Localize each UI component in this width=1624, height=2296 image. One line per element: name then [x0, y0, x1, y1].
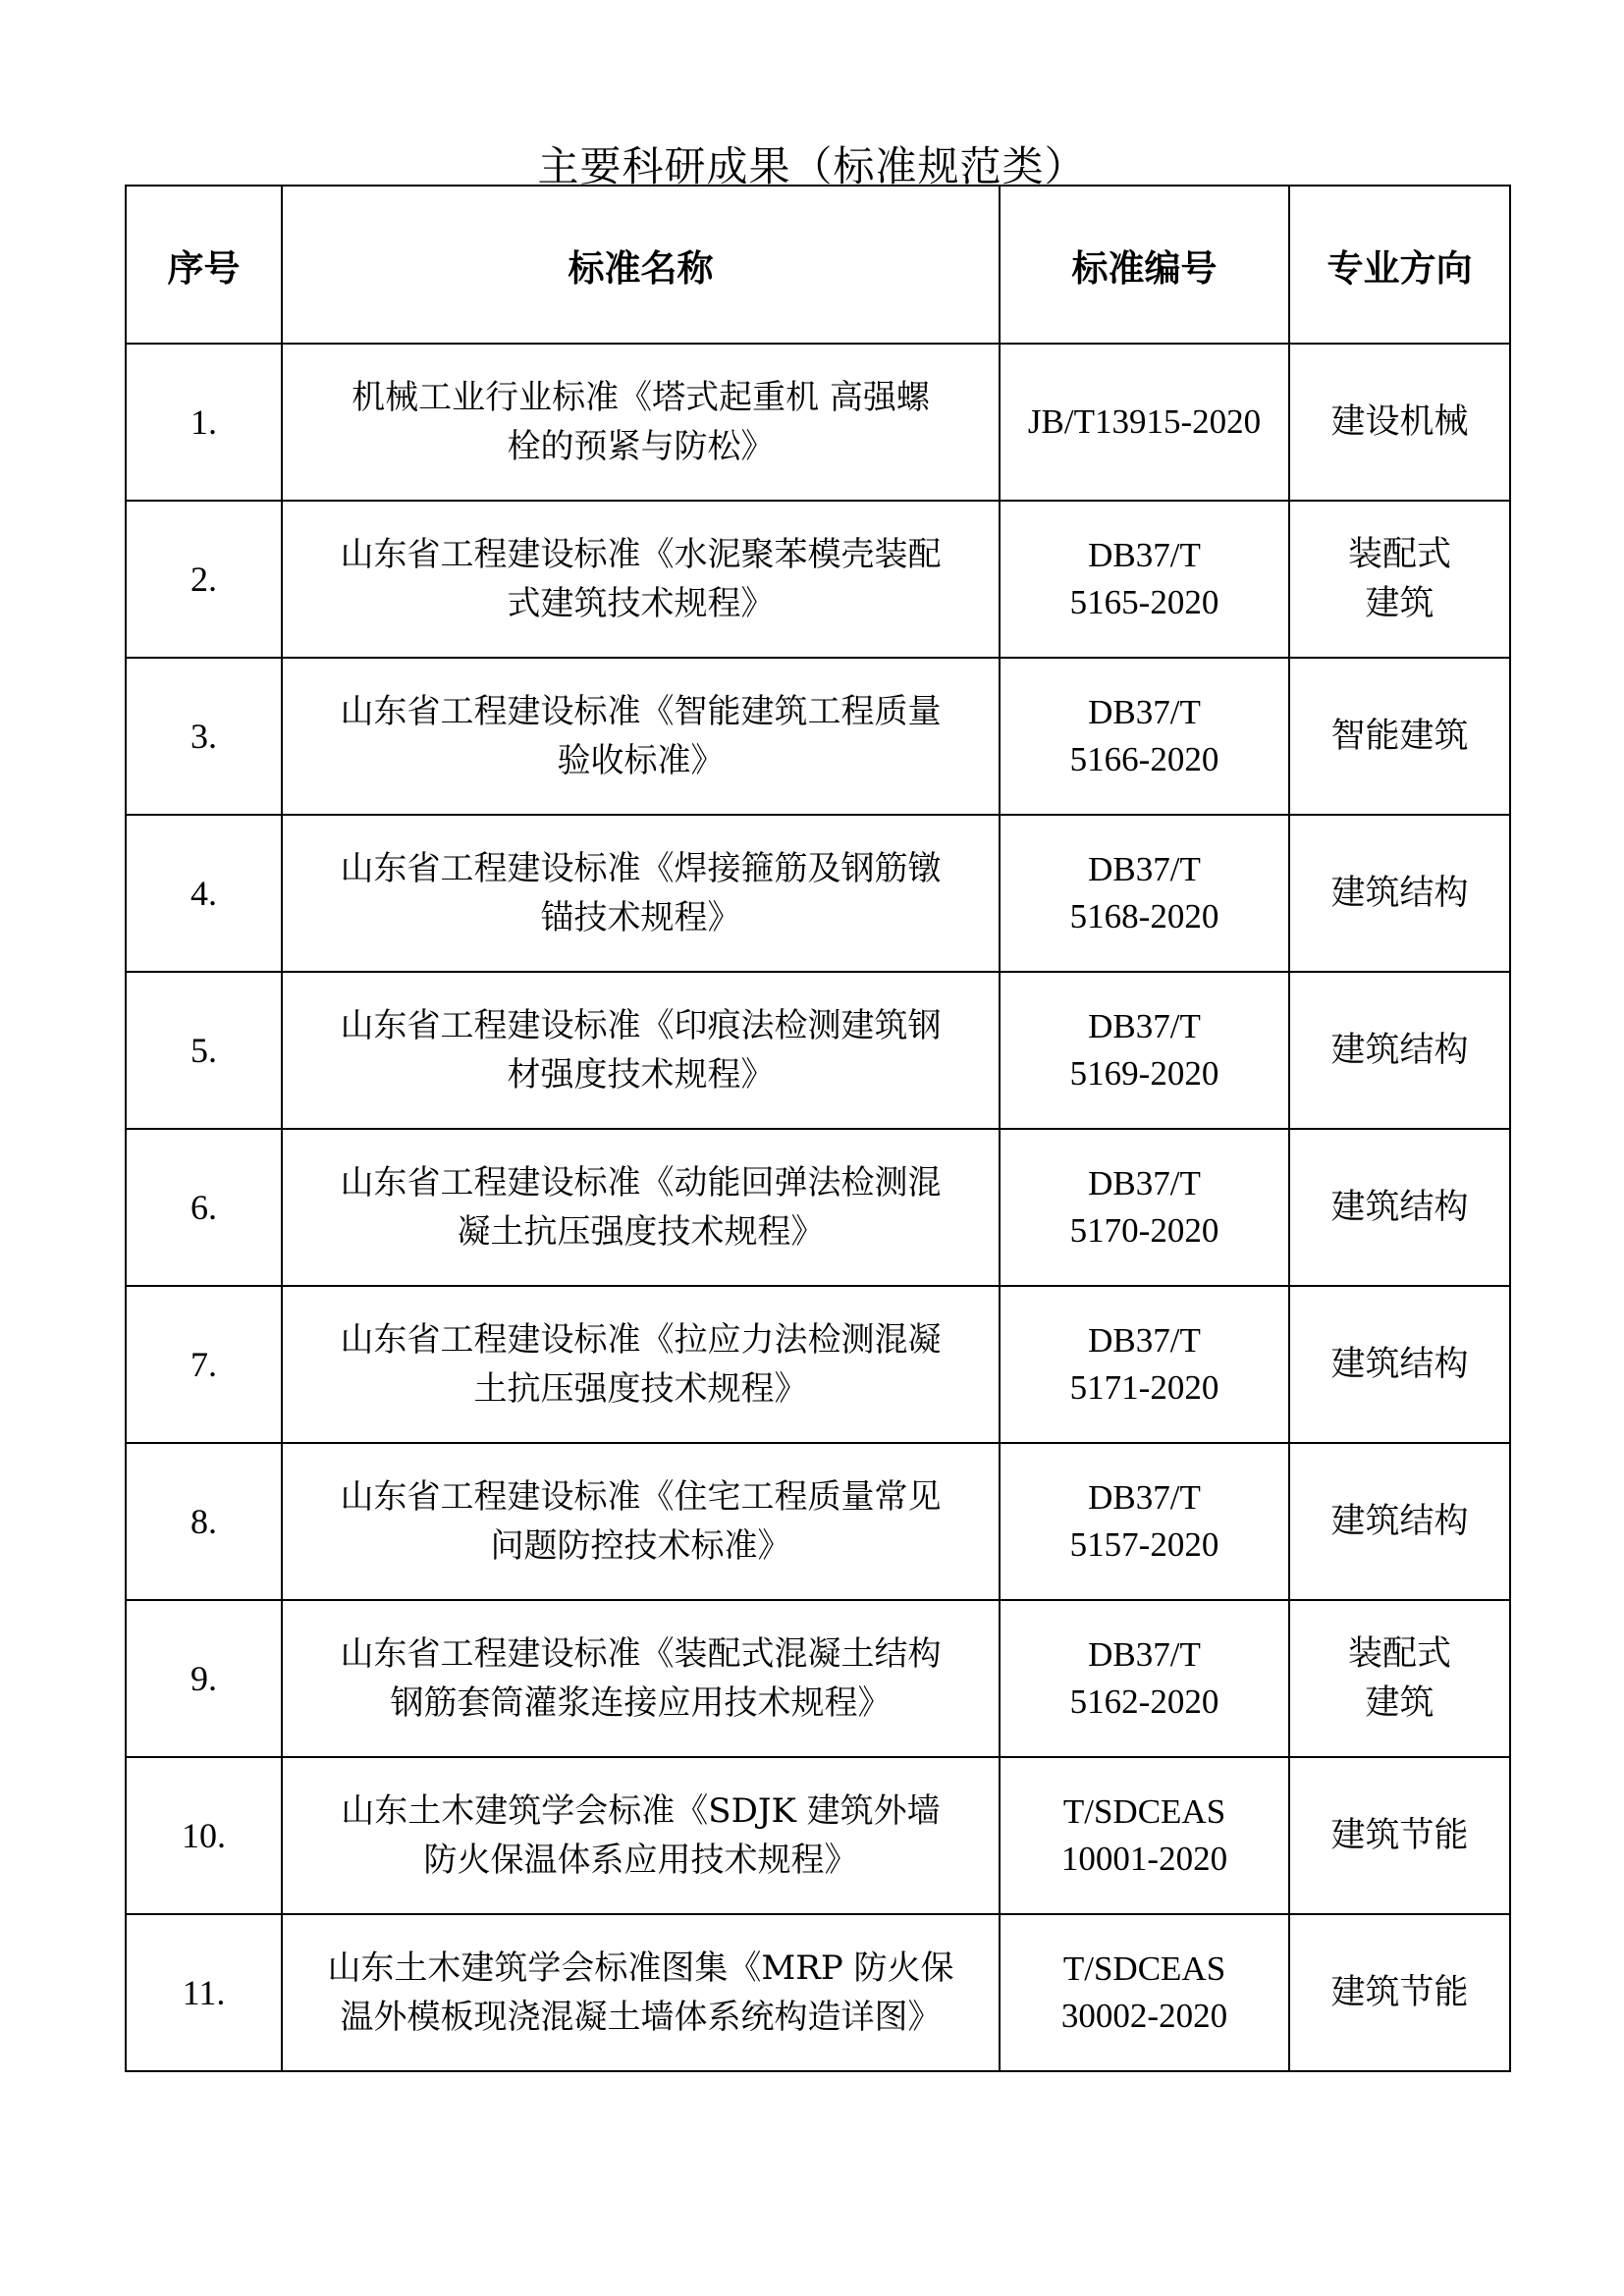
- standard-code-line: 5169-2020: [1069, 1054, 1219, 1093]
- standard-field: [1289, 1914, 1510, 2071]
- standard-code-line: DB37/T: [1088, 1321, 1201, 1360]
- standard-name-line: 山东省工程建设标准《水泥聚苯模壳装配: [340, 535, 942, 574]
- standard-name-line: 山东省工程建设标准《焊接箍筋及钢筋镦: [340, 849, 942, 888]
- standard-name: [282, 972, 1000, 1129]
- standard-field: [1289, 972, 1510, 1129]
- standard-code: [1000, 972, 1289, 1129]
- standard-field-line: 建筑结构: [1330, 874, 1469, 913]
- standard-name: [282, 1757, 1000, 1914]
- standard-field-line: 装配式: [1347, 1634, 1451, 1674]
- standard-name-line: 山东省工程建设标准《装配式混凝土结构: [340, 1634, 942, 1674]
- standard-name: [282, 1600, 1000, 1757]
- standard-code-line: DB37/T: [1088, 536, 1201, 574]
- standard-name: [282, 1914, 1000, 2071]
- standard-name-line: 山东省工程建设标准《拉应力法检测混凝: [340, 1320, 942, 1360]
- table-row: [126, 501, 1510, 658]
- standard-code: [1000, 501, 1289, 658]
- standard-field-line: 建筑结构: [1330, 1502, 1469, 1541]
- standard-code-line: DB37/T: [1088, 693, 1201, 731]
- standard-name-line: 材强度技术规程》: [507, 1055, 775, 1095]
- standard-code-line: DB37/T: [1088, 1164, 1201, 1202]
- header-field: 专业方向: [1289, 186, 1510, 344]
- table-row: [126, 1757, 1510, 1914]
- table-row: [126, 815, 1510, 972]
- standard-code-line: 10001-2020: [1060, 1840, 1228, 1878]
- table-row: [126, 1914, 1510, 2071]
- standard-code-line: DB37/T: [1088, 1478, 1201, 1517]
- standard-code-line: 5168-2020: [1069, 897, 1219, 935]
- table-header-row: [126, 186, 1510, 344]
- row-index: 1.: [126, 344, 282, 501]
- page-title: 主要科研成果（标准规范类）: [537, 142, 1087, 191]
- standard-name-line: 山东省工程建设标准《住宅工程质量常见: [340, 1477, 942, 1517]
- table-row: [126, 1443, 1510, 1600]
- standard-field-line: 建筑结构: [1330, 1031, 1469, 1070]
- standard-field-line: 建筑结构: [1330, 1345, 1469, 1384]
- table-row: [126, 658, 1510, 815]
- standard-field-line: 建筑: [1365, 584, 1435, 623]
- row-index: 8.: [126, 1443, 282, 1600]
- standard-name-line: 式建筑技术规程》: [507, 584, 775, 623]
- standards-table: [125, 185, 1511, 2072]
- standard-name-line: 山东土木建筑学会标准《SDJK 建筑外墙: [341, 1791, 941, 1831]
- standard-name-line: 温外模板现浇混凝土墙体系统构造详图》: [340, 1998, 942, 2037]
- standard-name-line: 验收标准》: [557, 741, 725, 780]
- header-name: 标准名称: [282, 186, 1000, 344]
- standard-name-line: 钢筋套筒灌浆连接应用技术规程》: [390, 1683, 892, 1723]
- standard-field: [1289, 344, 1510, 501]
- table-row: [126, 1129, 1510, 1286]
- standard-name-line: 山东省工程建设标准《动能回弹法检测混: [340, 1163, 942, 1202]
- standard-field: [1289, 501, 1510, 658]
- row-index: 6.: [126, 1129, 282, 1286]
- standard-field-line: 建筑结构: [1330, 1188, 1469, 1227]
- standard-code: [1000, 344, 1289, 501]
- standard-field-line: 建筑: [1365, 1683, 1435, 1723]
- standard-field-line: 智能建筑: [1330, 717, 1469, 756]
- standard-field: [1289, 658, 1510, 815]
- standard-code-line: 5162-2020: [1069, 1682, 1219, 1721]
- standard-name: [282, 1443, 1000, 1600]
- standard-code-line: DB37/T: [1088, 1007, 1201, 1045]
- row-index: 5.: [126, 972, 282, 1129]
- table-row: [126, 1286, 1510, 1443]
- standard-code: [1000, 1443, 1289, 1600]
- standard-code: [1000, 815, 1289, 972]
- standard-name: [282, 815, 1000, 972]
- standard-code: [1000, 1129, 1289, 1286]
- standard-name: [282, 658, 1000, 815]
- standard-field-line: 建设机械: [1330, 402, 1469, 442]
- standard-name-line: 土抗压强度技术规程》: [473, 1369, 808, 1409]
- standard-field-line: 建筑节能: [1330, 1973, 1469, 2012]
- row-index: 11.: [126, 1914, 282, 2071]
- standard-name-line: 问题防控技术标准》: [490, 1526, 791, 1566]
- row-index: 3.: [126, 658, 282, 815]
- standard-field: [1289, 1286, 1510, 1443]
- header-index: 序号: [126, 186, 282, 344]
- standard-code: [1000, 1286, 1289, 1443]
- standard-field-line: 装配式: [1347, 535, 1451, 574]
- row-index: 10.: [126, 1757, 282, 1914]
- standard-code-line: T/SDCEAS: [1062, 1949, 1226, 1988]
- standard-code: [1000, 658, 1289, 815]
- standard-name-line: 机械工业行业标准《塔式起重机 高强螺: [352, 378, 930, 417]
- standard-name-line: 山东土木建筑学会标准图集《MRP 防火保: [327, 1949, 954, 1988]
- standard-code-line: DB37/T: [1088, 850, 1201, 888]
- table-row: [126, 344, 1510, 501]
- standard-name-line: 防火保温体系应用技术规程》: [423, 1841, 858, 1880]
- standard-code-line: 5157-2020: [1069, 1525, 1219, 1564]
- standard-code-line: 30002-2020: [1060, 1997, 1228, 2035]
- standard-name-line: 凝土抗压强度技术规程》: [457, 1212, 825, 1252]
- standard-code: [1000, 1757, 1289, 1914]
- row-index: 2.: [126, 501, 282, 658]
- standard-code-line: DB37/T: [1088, 1635, 1201, 1674]
- standard-field: [1289, 1443, 1510, 1600]
- row-index: 9.: [126, 1600, 282, 1757]
- standard-field: [1289, 1129, 1510, 1286]
- standard-field: [1289, 1757, 1510, 1914]
- standard-field: [1289, 1600, 1510, 1757]
- header-code: 标准编号: [1000, 186, 1289, 344]
- standard-code-line: JB/T13915-2020: [1027, 402, 1262, 441]
- standard-name-line: 栓的预紧与防松》: [507, 427, 775, 466]
- standard-name: [282, 501, 1000, 658]
- table-body: [126, 344, 1510, 2071]
- standard-code-line: 5166-2020: [1069, 740, 1219, 778]
- table-row: [126, 1600, 1510, 1757]
- row-index: 7.: [126, 1286, 282, 1443]
- row-index: 4.: [126, 815, 282, 972]
- standard-name-line: 山东省工程建设标准《印痕法检测建筑钢: [340, 1006, 942, 1045]
- standard-field-line: 建筑节能: [1330, 1816, 1469, 1855]
- standard-code-line: 5170-2020: [1069, 1211, 1219, 1250]
- standard-code: [1000, 1914, 1289, 2071]
- standard-code-line: T/SDCEAS: [1062, 1792, 1226, 1831]
- standard-code: [1000, 1600, 1289, 1757]
- standard-field: [1289, 815, 1510, 972]
- standard-name: [282, 1286, 1000, 1443]
- standard-code-line: 5171-2020: [1069, 1368, 1219, 1407]
- standard-name-line: 锚技术规程》: [540, 898, 741, 937]
- standard-code-line: 5165-2020: [1069, 583, 1219, 621]
- standard-name: [282, 344, 1000, 501]
- table-row: [126, 972, 1510, 1129]
- standard-name: [282, 1129, 1000, 1286]
- standard-name-line: 山东省工程建设标准《智能建筑工程质量: [340, 692, 942, 731]
